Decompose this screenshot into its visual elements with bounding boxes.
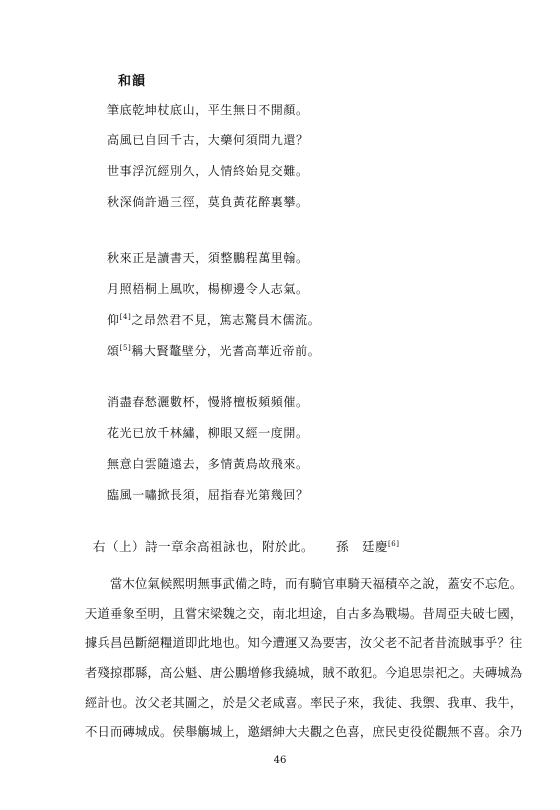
- prose-line: 天道垂象至明，且嘗宋梁魏之交，南北坦途，自古多為戰場。昔周亞夫破七國，: [85, 607, 523, 621]
- footnote-marker: [6]: [388, 540, 400, 548]
- prose-line: 經計也。汝父老其圖之，於是父老咸喜。率民子來，我徒、我禦、我車、我牛，: [85, 696, 523, 710]
- poem-line: 消盡春愁灑數杯，慢將檀板頻頻催。: [107, 395, 309, 409]
- poem-line: 月照梧桐上風吹，楊柳邊令人志氣。: [107, 282, 309, 296]
- poem-line: 世事浮沉經別久，人情終始見交難。: [107, 164, 309, 178]
- prose-line: 者殘掠郡縣，高公魁、唐公鵬增修我繞城，賊不敢犯。今追思崇祀之。夫磚城為: [85, 666, 523, 680]
- prose-line: 據兵昌邑斷絕糧道即此地也。知今遭運又為要害，汝父老不記者昔流賊事乎？往: [85, 636, 523, 650]
- poem-line: 臨風一嘯掀長須，屈指春光第幾回？: [107, 488, 309, 502]
- footnote-marker: [5]: [119, 344, 132, 352]
- poem-line-with-note: 頌[5]稱大賢鼇壁分，光耆高華近帝前。: [107, 344, 321, 358]
- poem-title: 和韻: [118, 74, 147, 89]
- attribution-author: 孫 廷慶: [336, 539, 389, 554]
- poem-line: 筆底乾坤杖底山，平生無日不開顏。: [107, 103, 309, 117]
- attribution-line: [93, 537, 399, 555]
- prose-line: 不日而磚城成。侯舉觴城上，邀縉紳大夫觀之色喜，庶民吏役從觀無不喜。余乃: [85, 725, 523, 739]
- poem-line: 秋來正是讀書天，須整鵬程萬里翰。: [107, 251, 309, 265]
- prose-line: 當木位氣候熙明無事武備之時，而有騎官車騎天福積卒之說，蓋安不忘危。: [110, 577, 523, 591]
- poem-line: 花光已放千林繡，柳眼又經一度開。: [107, 426, 309, 440]
- page-number: 46: [273, 755, 287, 766]
- poem-line: 高風已自回千古，大藥何須問九還？: [107, 133, 309, 147]
- footnote-marker: [4]: [119, 313, 132, 321]
- attribution-text: 右（上）詩一章余高祖詠也，附於此。: [93, 539, 315, 554]
- poem-line: 無意白雲隨遠去，多情黃鳥故飛來。: [107, 457, 309, 471]
- poem-line-with-note: 仰[4]之昂然君不見，篤志驚員木儒流。: [107, 313, 321, 327]
- poem-line: 秋深倘許過三徑，莫負黃花醉裏攀。: [107, 195, 309, 209]
